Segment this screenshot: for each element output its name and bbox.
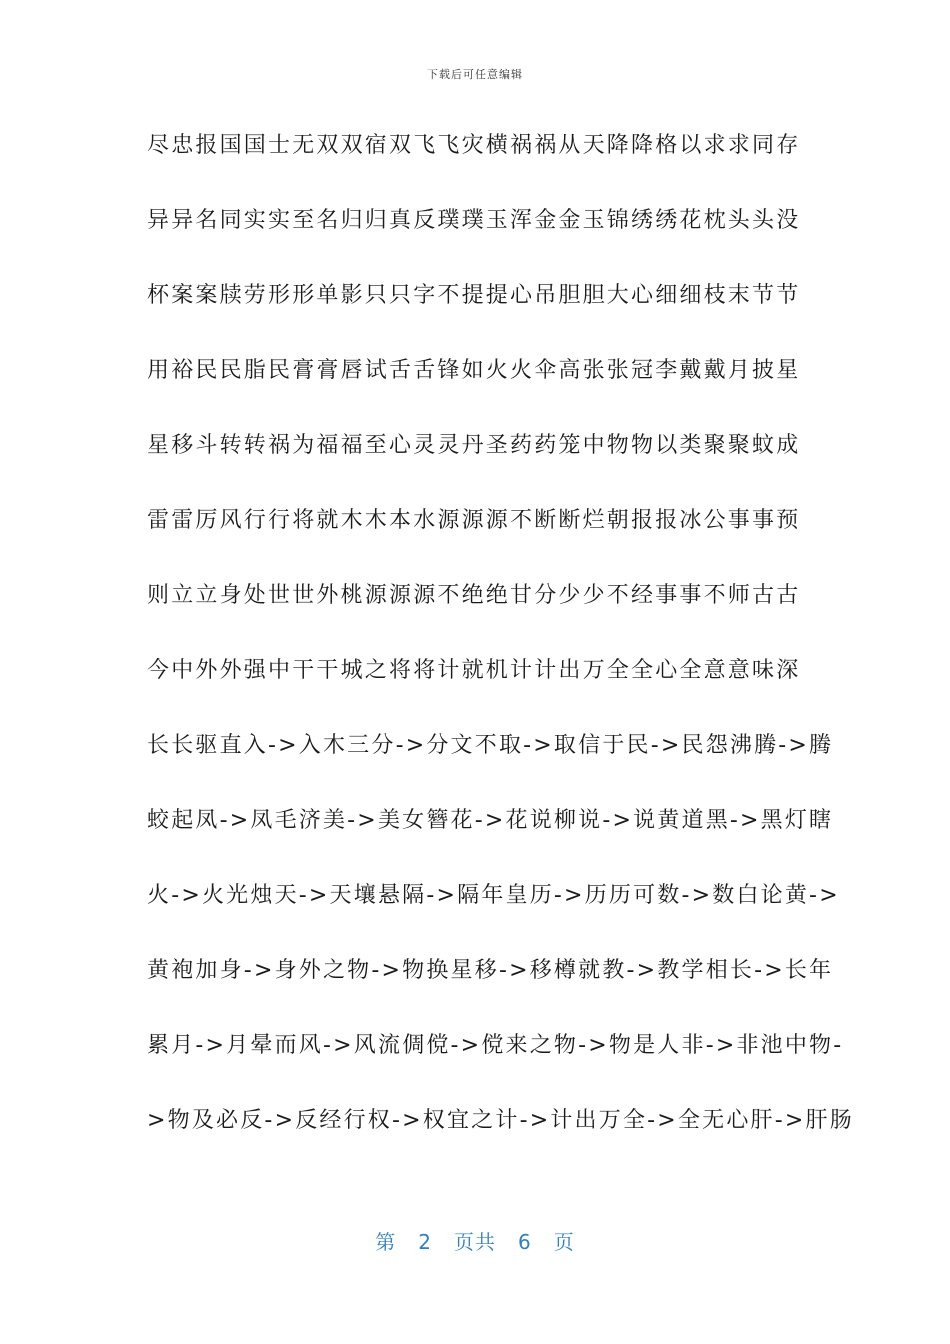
page-header: 下载后可任意编辑 <box>427 68 523 81</box>
text-line: 长长驱直入->入木三分->分文不取->取信于民->民怨沸腾->腾 <box>147 733 834 758</box>
footer-total-pages: 6 <box>518 1230 532 1254</box>
text-line: 雷雷厉风行行将就木木本水源源源不断断烂朝报报冰公事事预 <box>147 508 801 533</box>
text-line: 今中外外强中干干城之将将计就机计计出万全全心全意意味深 <box>147 658 801 683</box>
text-line: 用裕民民脂民膏膏唇试舌舌锋如火火伞高张张冠李戴戴月披星 <box>147 358 801 383</box>
text-line: 火->火光烛天->天壤悬隔->隔年皇历->历历可数->数白论黄-> <box>147 883 840 908</box>
text-line: 杯案案牍劳形形单影只只字不提提心吊胆胆大心细细枝末节节 <box>147 283 801 308</box>
text-line: 异异名同实实至名归归真反璞璞玉浑金金玉锦绣绣花枕头头没 <box>147 208 801 233</box>
text-line: 黄袍加身->身外之物->物换星移->移樽就教->教学相长->长年 <box>147 958 834 983</box>
footer-page-number: 2 <box>418 1230 432 1254</box>
footer-middle: 页共 <box>454 1230 496 1254</box>
footer-prefix: 第 <box>375 1230 397 1254</box>
text-line: 蛟起凤->凤毛济美->美女簪花->花说柳说->说黄道黑->黑灯瞎 <box>147 808 834 833</box>
page-footer <box>0 1226 950 1255</box>
text-line: 星移斗转转祸为福福至心灵灵丹圣药药笼中物物以类聚聚蚊成 <box>147 433 801 458</box>
text-line: 尽忠报国国士无双双宿双飞飞灾横祸祸从天降降格以求求同存 <box>147 133 801 158</box>
footer-suffix: 页 <box>553 1230 575 1254</box>
text-line: 则立立身处世世外桃源源源不绝绝甘分少少不经事事不师古古 <box>147 583 801 608</box>
body-text <box>147 120 854 1170</box>
text-line: >物及必反->反经行权->权宜之计->计出万全->全无心肝->肝肠 <box>147 1108 854 1133</box>
text-line: 累月->月晕而风->风流倜傥->傥来之物->物是人非->非池中物- <box>147 1033 844 1058</box>
